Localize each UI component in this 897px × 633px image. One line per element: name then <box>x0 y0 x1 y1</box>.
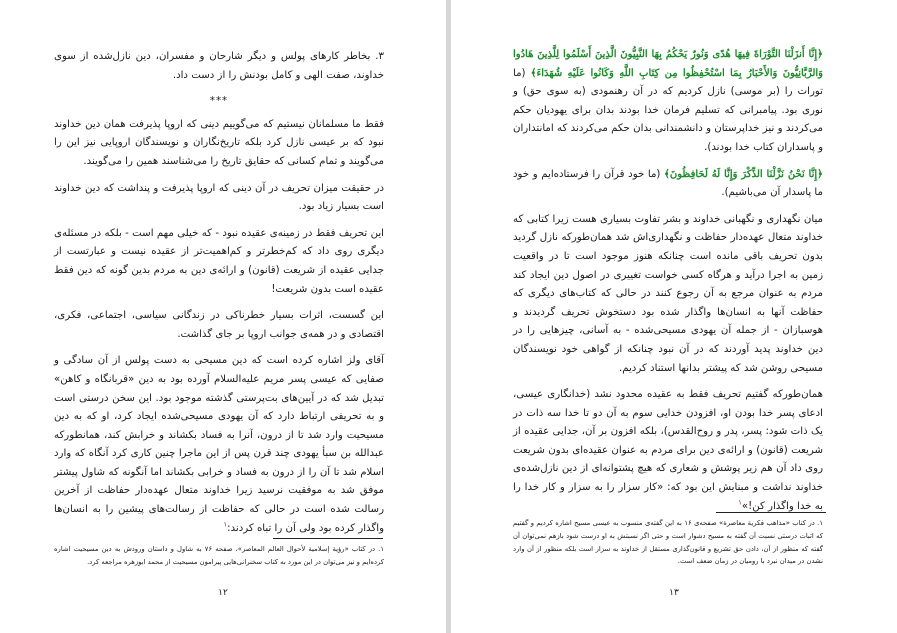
left-paragraph-3: در حقیقت میزان تحریف در آن دینی که اروپا پذیرفت و پنداشت که دین خداوند است بسیار زیاد بود. <box>54 182 384 213</box>
right-footnote-marker[interactable]: ۱ <box>738 498 742 507</box>
left-footnote: ۱. در کتاب «رؤیة إسلامیة لأحوال العالم المعاصر»، صفحه ۷۶ به شاول و داستان ورودش به دین مسیحیت اشاره کرده‌ایم و نیز می‌توان در این مورد به کتاب سخنرانی‌هایی پیرامون مسیحیت از محمد ابوزهره مراجعه کرد. <box>54 545 384 566</box>
right-paragraph-2 <box>513 386 823 516</box>
right-paragraph-1: میان نگهداری و نگهبانی خداوند و بشر تفاوت بسیاری هست زیرا کتابی که خداوند متعال عهده‌دار حفاظت و نگهداری‌اش شد همان‌طورکه نازل گردید بدون تحریف باقی مانده است چنانکه هنوز موجود است تا در واقعیت زمین به اجرا درآید و هرگاه کسی خواست تغییری در اصول دین ایجاد کند مردم به عنوان مرجع به آن رجوع کنند در حالی که کتاب‌های دیگری که حفاظت آنها به انسان‌ها واگذار شده بود دستخوش تحریف گردیدند و هوسبازان - از جمله آن یهودی مسیحی‌شده - به آسانی، چیزهایی را در دین خداوند پدید آوردند که در آن نبود چنانکه از گواهی خود نویسندگان مسیحی روشن شد که پیشتر بدانها استناد کردیم. <box>513 213 823 374</box>
verse-2-translation: (ما خود قرآن را فرستاده‌ایم و خود ما پاسدار آن می‌باشیم). <box>513 168 823 199</box>
quran-verse-1: ﴿إِنَّا أَنزَلْنَا التَّوْرَاةَ فِيهَا هُدًى وَنُورٌ يَحْكُمُ بِهَا النَّبِيُّونَ الَّذِينَ أَسْلَمُوا لِلَّذِينَ هَادُوا وَالرَّبَّانِيُّونَ وَالأَحْبَارُ بِمَا اسْتُحْفِظُوا مِن كِتَابِ اللَّهِ وَكَانُوا عَلَيْهِ شُهَدَاءَ﴾ <box>513 49 824 79</box>
left-paragraph-5: این گسست، اثرات بسیار خطرناکی در زندگانی سیاسی، اجتماعی، فکری، اقتصادی و در همه‌ی جوانب اروپا بر جای گذاشت. <box>54 310 384 340</box>
right-footnote: ۱. در کتاب «مذاهب فكرية معاصرة» صفحه‌ی ۱۶ به این گفته‌ی منسوب به عیسی مسیح اشاره کردیم و گفتیم که اثبات درستی نسبت آن گفته به مسیح دشوار است و حتی اگر نسبتش به او درست شود بازهم نمی‌توان آن گفته که منظور از آن، دادن حق تشریع و قانون‌گذاری مستقل از خداوند به سزار است بلکه منظور از آن وارد نشدن در میدان نبرد با رومیان در زمان ضعف است. <box>513 519 823 566</box>
left-paragraph-6 <box>54 352 384 538</box>
quran-verse-2: ﴿إِنَّا نَحْنُ نَزَّلْنَا الذِّكْرَ وَإِنَّا لَهُ لَحَافِظُونَ﴾ <box>664 168 823 180</box>
left-page-body <box>54 48 384 546</box>
left-paragraph-1: ۳. بخاطر کارهای پولس و دیگر شارحان و مفسران، دین نازل‌شده از سوی خداوند، صفت الهی و کامل بودنش را از دست داد. <box>54 51 384 81</box>
right-paragraph-2-text: همان‌طورکه گفتیم تحریف فقط به عقیده محدود نشد (خدانگاری عیسی، ادعای پسر خدا بودن او، افزودن خدایی سوم به آن دو تا خدا سه ذات در یک ذات شود: پسر، پدر و روح‌القدس)، بلکه افزون بر آن، جدایی عقیده از شریعت (قانون) و ارائه‌ی دین برای مردم به عنوان عقیده‌ای بدون شریعت روی داد آن هم زیر پوشش و شعاری که هیچ پشتوانه‌ای از دین نازل‌شده‌ی خداوند نداشت و مبنایش این بود که: «کار سزار را به سزار و کار خدا را به خدا واگذار کن!» <box>513 389 823 512</box>
left-page <box>0 0 446 633</box>
left-paragraph-6-text: آقای ولز اشاره کرده است که دین مسیحی به دست پولس از آن سادگی و صفایی که عیسی پسر مریم علیه‌السلام آورده بود به دین «قربانگاه و کاهن» تبدیل شد که در آیین‌های بت‌پرستی گذشته موجود بود. این سخن درستی است و به تحریفی ارتباط دارد که آن یهودی مسیحی‌شده ایجاد کرد، او که به دین مسیحیت وارد شد تا از درون، آنرا به فساد بکشاند و خرابش کند، همانطورکه عبدالله بن سبأ یهودی چند قرن پس از این ماجرا چنین کاری کرد آنگاه که وارد اسلام شد تا آن را از درون به فساد و خرابی بکشاند اما آنگونه که شاول پیشتر موفق شد به موفقیت نرسید زیرا خداوند متعال عهده‌دار حفاظت از آخرین رسالت شده است در حالی که حفاظت از رسالت‌های پیشین را به انسان‌ها واگذار کرده بود ولی آن را تباه کردند: <box>54 355 384 534</box>
left-footnote-marker[interactable]: ۱ <box>223 520 228 529</box>
right-page-body <box>513 46 823 524</box>
right-verse-block-1 <box>513 46 823 158</box>
right-verse-block-2 <box>513 166 823 203</box>
left-paragraph-4: این تحریف فقط در زمینه‌ی عقیده نبود - که خیلی مهم است - بلکه در مسئله‌ی دیگری روی داد که کم‌خطرتر و کم‌اهمیت‌تر از عقیده نیست و عبارتست از جدایی عقیده از شریعت (قانون) و ارائه‌ی دین به مردم بدین گونه که دین فقط عقیده است بدون شریعت! <box>54 227 384 295</box>
page-number-right: ۱۳ <box>669 588 679 598</box>
right-page <box>451 0 897 633</box>
left-paragraph-2: فقط ما مسلمانان نیستیم که می‌گوییم دینی که اروپا پذیرفت همان دین خداوند نبود که بر عیسی نازل کرد بلکه تاریخ‌نگاران و نویسندگان اروپایی نیز این را می‌گویند و تمام کسانی که حقایق تاریخ را می‌شناسند همین را می‌گویند. <box>54 118 384 167</box>
page-number-left: ۱۲ <box>218 588 228 598</box>
section-separator: *** <box>209 96 229 108</box>
verse-1-translation: (ما تورات را (بر موسی) نازل کردیم که در آن رهنمودی (به سوی حق) و نوری بود. پیامبرانی که تسلیم فرمان خدا بودند بدان برای یهودیان حکم می‌کردند و نیز خداپرستان و دانشمندانی بدان حکم می‌کردند که امانتداران و پاسداران کتاب خدا بودند). <box>513 67 823 153</box>
footnote-divider <box>716 512 826 513</box>
footnote-divider <box>273 538 383 539</box>
